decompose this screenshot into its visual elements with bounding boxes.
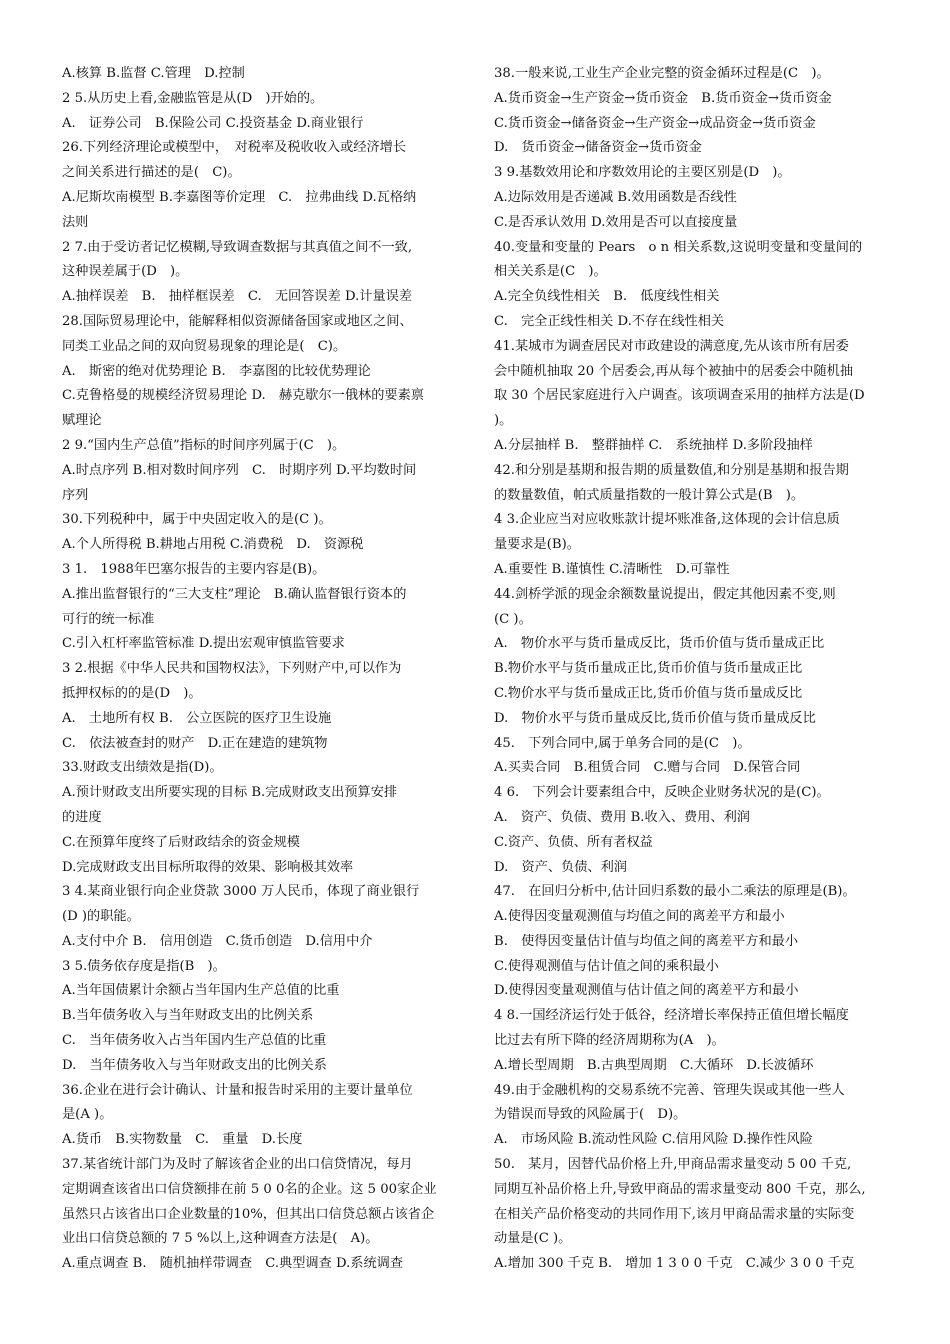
- text-line: 的进度: [62, 809, 102, 825]
- text-line: 的数量数值，帕式质量指数的一般计算公式是(B )。: [494, 487, 805, 503]
- text-line: 4 3.企业应当对应收账款计提坏账准备,这体现的会计信息质: [494, 512, 840, 528]
- text-line: 可行的统一标准: [62, 611, 155, 627]
- text-line: A.完全负线性相关 B. 低度线性相关: [494, 289, 720, 305]
- text-line: 2 7.由于受访者记忆模糊,导致调查数据与其真值之间不一致,: [62, 239, 413, 255]
- text-line: B. 使得因变量估计值与均值之间的离差平方和最小: [494, 933, 799, 949]
- text-line: A. 市场风险 B.流动性风险 C.信用风险 D.操作性风险: [494, 1132, 813, 1148]
- text-line: 4 6. 下列会计要素组合中，反映企业财务状况的是(C)。: [494, 785, 830, 801]
- text-line: 2 5.从历史上看,金融监管是从(D )开始的。: [62, 90, 324, 106]
- text-line: 3 2.根据《中华人民共和国物权法》，下列财产中,可以作为: [62, 661, 402, 677]
- text-line: A.增加 300 千克 B. 增加 1 3 0 0 千克 C.减少 3 0 0 千克: [494, 1256, 855, 1272]
- text-line: 取 30 个居民家庭进行入户调查。该项调查采用的抽样方法是(D: [494, 388, 865, 404]
- text-line: A.当年国债累计余额占当年国内生产总值的比重: [62, 983, 340, 999]
- text-line: 同类工业品之间的双向贸易现象的理论是( C)。: [62, 338, 347, 354]
- text-line: 30.下列税种中，属于中央固定收入的是(C )。: [62, 512, 332, 528]
- text-line: 41.某城市为调查居民对市政建设的满意度,先从该市所有居委: [494, 338, 849, 354]
- text-line: A.增长型周期 B.古典型周期 C.大循环 D.长波循环: [494, 1057, 814, 1073]
- text-line: A.个人所得税 B.耕地占用税 C.消费税 D. 资源税: [62, 537, 364, 553]
- text-line: C. 依法被查封的财产 D.正在建造的建筑物: [62, 735, 328, 751]
- text-line: A. 资产、负债、费用 B.收入、费用、利润: [494, 809, 750, 825]
- text-line: 42.和分别是基期和报告期的质量数值,和分别是基期和报告期: [494, 462, 849, 478]
- text-line: 相关关系是(C )。: [494, 264, 607, 280]
- text-line: 虽然只占该省出口企业数量的10%，但其出口信贷总额占该省企: [62, 1206, 435, 1222]
- text-line: A. 物价水平与货币量成反比，货币价值与货币量成正比: [494, 636, 825, 652]
- text-line: C. 当年债务收入占当年国内生产总值的比重: [62, 1033, 327, 1049]
- text-line: 这种误差属于(D )。: [62, 264, 189, 280]
- text-line: 赋理论: [62, 413, 102, 429]
- text-line: 50. 某月，因替代品价格上升,甲商品需求量变动 5 00 千克,: [494, 1157, 852, 1173]
- text-line: 3 9.基数效用论和序数效用论的主要区别是(D )。: [494, 165, 791, 181]
- text-line: 定期调查该省出口信贷额排在前 5 0 0名的企业。这 5 00家企业: [62, 1181, 437, 1197]
- text-line: A.尼斯坎南模型 B.李嘉图等价定理 C. 拉弗曲线 D.瓦格纳: [62, 189, 417, 205]
- text-line: A.时点序列 B.相对数时间序列 C. 时期序列 D.平均数时间: [62, 462, 417, 478]
- text-line: 37.某省统计部门为及时了解该省企业的出口信贷情况，每月: [62, 1157, 413, 1173]
- text-line: 44.剑桥学派的现金余额数量说提出，假定其他因素不变,则: [494, 586, 836, 602]
- text-line: C.使得观测值与估计值之间的乘积最小: [494, 958, 719, 974]
- text-line: A.支付中介 B. 信用创造 C.货币创造 D.信用中介: [62, 933, 373, 949]
- text-line: A.货币 B.实物数量 C. 重量 D.长度: [62, 1132, 303, 1148]
- text-line: 33.财政支出绩效是指(D)。: [62, 760, 223, 776]
- text-line: 38.一般来说,工业生产企业完整的资金循环过程是(C )。: [494, 66, 830, 81]
- text-line: C.是否承认效用 D.效用是否可以直接度量: [494, 214, 738, 230]
- text-line: D.完成财政支出目标所取得的效果、影响极其效率: [62, 859, 354, 875]
- text-line: 抵押权标的的是(D )。: [62, 685, 202, 701]
- text-line: (D )的职能。: [62, 909, 140, 925]
- text-line: 45. 下列合同中,属于单务合同的是(C )。: [494, 735, 751, 751]
- text-line: 动量是(C )。: [494, 1231, 572, 1247]
- text-line: 3 5.债务依存度是指(B )。: [62, 958, 226, 974]
- text-line: )。: [494, 413, 513, 429]
- text-line: 法则: [62, 214, 89, 230]
- text-line: 3 4.某商业银行向企业贷款 3000 万人民币，体现了商业银行: [62, 884, 420, 900]
- text-line: A.买卖合同 B.租赁合同 C.赠与合同 D.保管合同: [494, 760, 801, 776]
- text-line: A.抽样误差 B. 抽样框误差 C. 无回答误差 D.计量误差: [62, 289, 413, 305]
- text-line: A.重要性 B.谨慎性 C.清晰性 D.可靠性: [494, 561, 730, 577]
- text-line: 量要求是(B)。: [494, 537, 580, 553]
- text-line: 序列: [62, 487, 89, 503]
- text-line: A.推出监督银行的“三大支柱”理论 B.确认监督银行资本的: [62, 586, 407, 602]
- text-line: 会中随机抽取 20 个居委会,再从每个被抽中的居委会中随机抽: [494, 363, 854, 379]
- text-line: A.核算 B.监督 C.管理 D.控制: [62, 66, 245, 81]
- text-line: 之间关系进行描述的是( C)。: [62, 165, 241, 181]
- text-line: C.引入杠杆率监管标准 D.提出宏观审慎监管要求: [62, 636, 345, 652]
- text-line: C.物价水平与货币量成正比,货币价值与货币量成反比: [494, 685, 803, 701]
- text-line: D. 当年债务收入与当年财政支出的比例关系: [62, 1057, 327, 1073]
- text-line: 在相关产品价格变动的共同作用下,该月甲商品需求量的实际变: [494, 1206, 855, 1222]
- text-line: B.物价水平与货币量成正比,货币价值与货币量成正比: [494, 661, 803, 677]
- text-line: 40.变量和变量的 Pears o n 相关系数,这说明变量和变量间的: [494, 239, 863, 255]
- text-line: A.货币资金→生产资金→货币资金 B.货币资金→货币资金: [494, 90, 832, 106]
- left-column: [62, 62, 464, 1277]
- text-line: A. 土地所有权 B. 公立医院的医疗卫生设施: [62, 710, 332, 726]
- text-line: C.资产、负债、所有者权益: [494, 834, 653, 850]
- text-line: 4 8.一国经济运行处于低谷，经济增长率保持正值但增长幅度: [494, 1008, 849, 1024]
- text-line: 业出口信贷总额的 7 5 %以上,这种调查方法是( A)。: [62, 1231, 379, 1247]
- right-column: [494, 62, 896, 1277]
- text-line: 是(A )。: [62, 1107, 113, 1123]
- text-line: B.当年债务收入与当年财政支出的比例关系: [62, 1008, 314, 1024]
- text-line: 28.国际贸易理论中，能解释相似资源储备国家或地区之间、: [62, 313, 413, 329]
- text-line: A. 证券公司 B.保险公司 C.投资基金 D.商业银行: [62, 115, 364, 131]
- text-line: D. 资产、负债、利润: [494, 859, 627, 875]
- text-line: C.在预算年度终了后财政结余的资金规模: [62, 834, 300, 850]
- text-line: C.克鲁格曼的规模经济贸易理论 D. 赫克歇尔一俄林的要素禀: [62, 388, 424, 404]
- text-line: 为错误而导致的风险属于( D)。: [494, 1107, 687, 1123]
- text-line: A.分层抽样 B. 整群抽样 C. 系统抽样 D.多阶段抽样: [494, 437, 813, 453]
- text-line: C. 完全正线性相关 D.不存在线性相关: [494, 313, 725, 329]
- text-line: 36.企业在进行会计确认、计量和报告时采用的主要计量单位: [62, 1082, 413, 1098]
- text-line: C.货币资金→储备资金→生产资金→成品资金→货币资金: [494, 115, 816, 131]
- text-line: 比过去有所下降的经济周期称为(A )。: [494, 1033, 725, 1049]
- text-line: A.边际效用是否递减 B.效用函数是否线性: [494, 189, 737, 205]
- text-line: 49.由于金融机构的交易系统不完善、管理失误或其他一些人: [494, 1082, 845, 1098]
- text-line: A.预计财政支出所要实现的目标 B.完成财政支出预算安排: [62, 785, 398, 801]
- text-line: (C )。: [494, 611, 532, 627]
- text-line: D.使得因变量观测值与估计值之间的离差平方和最小: [494, 983, 799, 999]
- text-line: D. 物价水平与货币量成反比,货币价值与货币量成反比: [494, 710, 816, 726]
- text-line: A.使得因变量观测值与均值之间的离差平方和最小: [494, 909, 785, 925]
- text-line: 47. 在回归分析中,估计回归系数的最小二乘法的原理是(B)。: [494, 884, 856, 900]
- text-line: 同期互补品价格上升,导致甲商品的需求量变动 800 千克，那么,: [494, 1181, 866, 1197]
- text-line: A. 斯密的绝对优势理论 B. 李嘉图的比较优势理论: [62, 363, 371, 379]
- text-line: 3 1. 1988年巴塞尔报告的主要内容是(B)。: [62, 561, 326, 577]
- text-line: 2 9.“国内生产总值”指标的时间序列属于(C )。: [62, 437, 346, 453]
- text-line: D. 货币资金→储备资金→货币资金: [494, 140, 702, 156]
- text-line: A.重点调查 B. 随机抽样带调查 C.典型调查 D.系统调查: [62, 1256, 404, 1272]
- text-line: 26.下列经济理论或模型中， 对税率及税收收入或经济增长: [62, 140, 407, 156]
